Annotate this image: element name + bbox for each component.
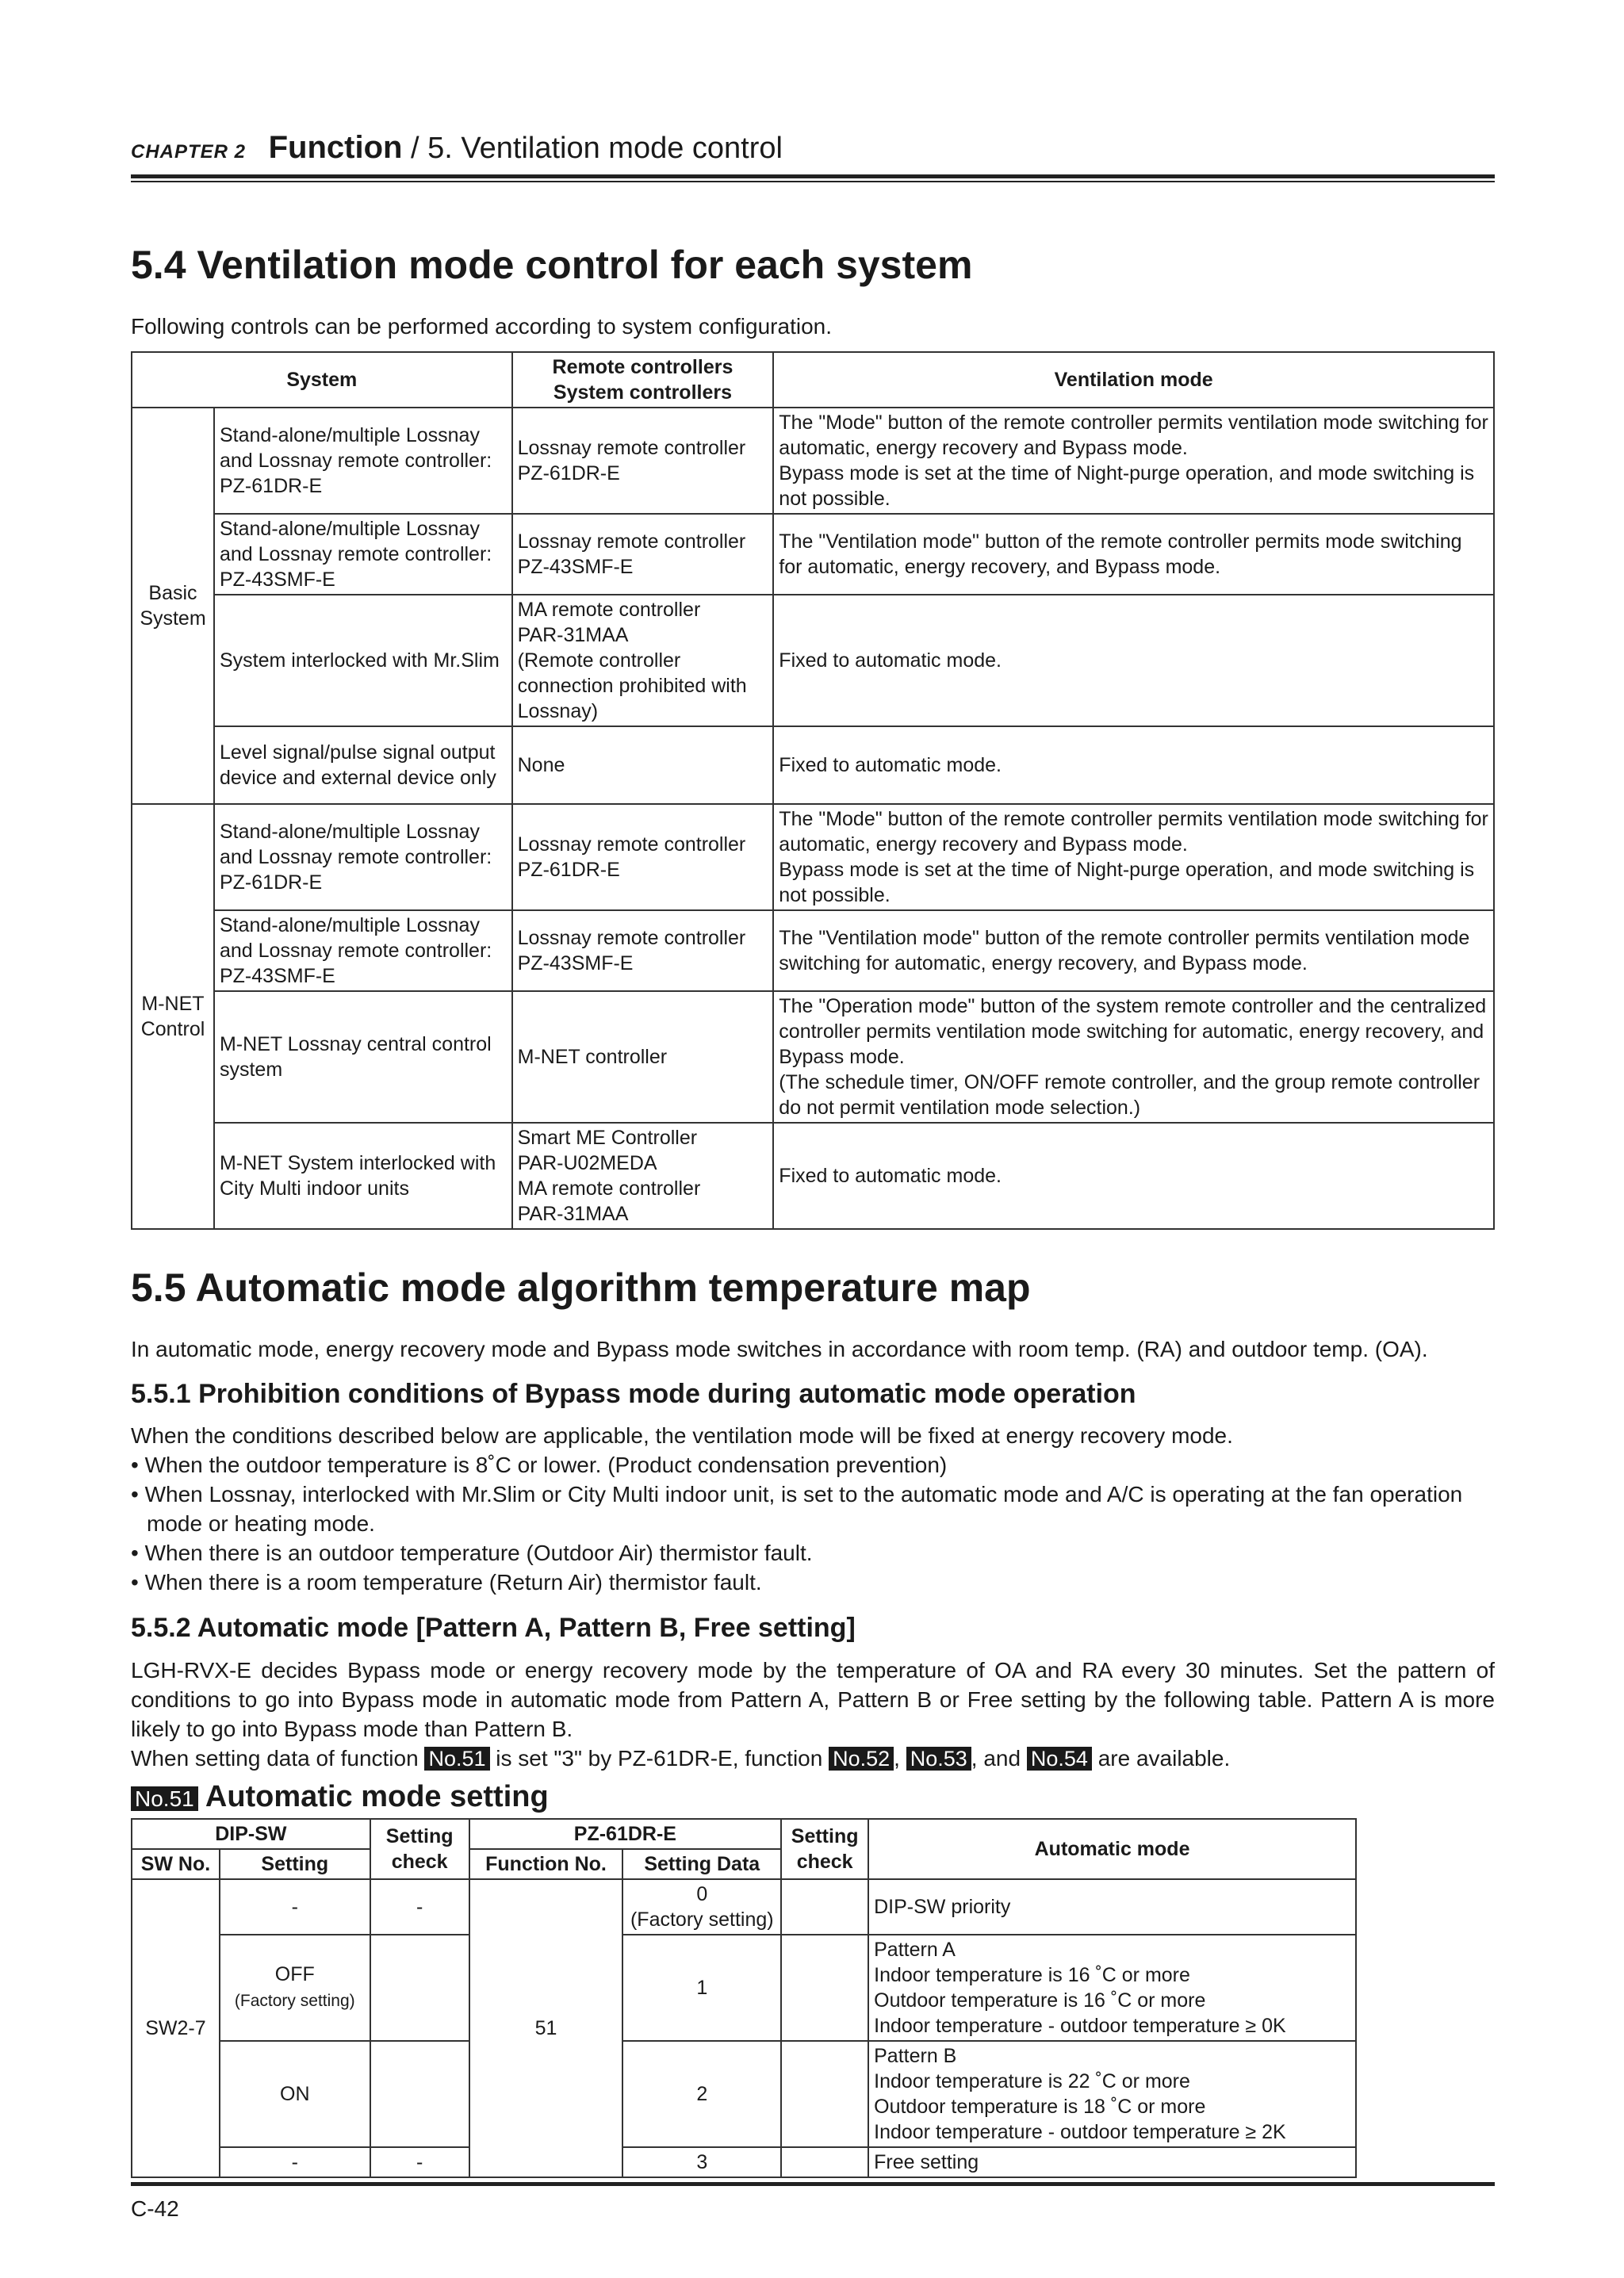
cell-remote: Lossnay remote controller PZ-61DR-E <box>512 408 774 514</box>
cell-setting-check <box>370 2041 469 2147</box>
setting-line-text: is set "3" by PZ-61DR-E, function <box>489 1746 829 1771</box>
setting-data-value: 0 <box>696 1883 708 1905</box>
table-row <box>132 2041 1356 2147</box>
section-5-4-title: 5.4 Ventilation mode control for each system <box>131 243 973 287</box>
cell-mode: The "Mode" button of the remote controller permits ventilation mode switching for automatic, energy recovery and Bypass mode. Bypass mode is set at the time of Night-purge operation, and mode switching is not possible. <box>773 804 1494 910</box>
cell-remote: Smart ME Controller PAR-U02MEDA MA remote controller PAR-31MAA <box>512 1123 774 1229</box>
table-row <box>132 1935 1356 2041</box>
cell-setting-data: 3 <box>622 2147 781 2177</box>
ventilation-mode-table <box>131 351 1495 1230</box>
cell-setting-check-2 <box>781 2147 868 2177</box>
chapter-header <box>131 130 1495 166</box>
header-setting-check: Setting check <box>370 1819 469 1879</box>
cell-system: System interlocked with Mr.Slim <box>214 595 512 726</box>
footer-rule <box>131 2182 1495 2186</box>
table-title-badge: No.51 <box>131 1786 198 1811</box>
header-sw-no: SW No. <box>132 1849 220 1879</box>
table-header-row <box>132 1819 1356 1849</box>
header-rule <box>131 174 1495 178</box>
table-row <box>132 1123 1494 1229</box>
header-setting: Setting <box>220 1849 370 1879</box>
setting-line-text: are available. <box>1091 1746 1231 1771</box>
setting-line-text: When setting data of function <box>131 1746 425 1771</box>
section-5-5-1-title: 5.5.1 Prohibition conditions of Bypass mode during automatic mode operation <box>131 1379 1136 1409</box>
function-setting-line <box>131 1744 1495 1774</box>
cell-mode: The "Ventilation mode" button of the remote controller permits mode switching for automatic, energy recovery, and Bypass mode. <box>773 514 1494 595</box>
cell-setting <box>220 1935 370 2041</box>
cell-mode: The "Mode" button of the remote controller permits ventilation mode switching for automatic, energy recovery and Bypass mode. Bypass mode is set at the time of Night-purge operation, and mode switching is not possible. <box>773 408 1494 514</box>
chapter-label: CHAPTER 2 <box>131 141 247 163</box>
cell-setting: - <box>220 1879 370 1935</box>
function-no52-badge: No.52 <box>829 1747 894 1771</box>
cell-mode: The "Operation mode" button of the system remote controller and the centralized controller permits ventilation mode switching for automatic, energy recovery, and Bypass mode. (The schedule timer, ON/OFF remote controller, and the group remote controller do not permit ventilation mode selection.) <box>773 991 1494 1123</box>
header-remote-line1: Remote controllers <box>552 356 733 378</box>
cell-auto-mode: Pattern B Indoor temperature is 22 ˚C or more Outdoor temperature is 18 ˚C or more Indoor temperature - outdoor temperature ≥ 2K <box>868 2041 1356 2147</box>
cell-remote: Lossnay remote controller PZ-43SMF-E <box>512 514 774 595</box>
cell-setting-check-2 <box>781 2041 868 2147</box>
automatic-mode-table <box>131 1818 1357 2178</box>
table-row <box>132 910 1494 991</box>
section-5-5-1-intro: When the conditions described below are applicable, the ventilation mode will be fixed at energy recovery mode. <box>131 1423 1233 1448</box>
cell-mode: Fixed to automatic mode. <box>773 595 1494 726</box>
auto-mode-setting-title <box>131 1779 1495 1817</box>
section-5-5-2-title: 5.5.2 Automatic mode [Pattern A, Pattern B, Free setting] <box>131 1613 856 1643</box>
table-row <box>132 408 1494 514</box>
header-system: System <box>132 352 512 408</box>
cell-system: Level signal/pulse signal output device and external device only <box>214 726 512 804</box>
cell-auto-mode: DIP-SW priority <box>868 1879 1356 1935</box>
cell-setting-data: 2 <box>622 2041 781 2147</box>
section-5-5-intro: In automatic mode, energy recovery mode and Bypass mode switches in accordance with room temp. (RA) and outdoor temp. (OA). <box>131 1337 1428 1361</box>
cell-setting-check <box>370 1935 469 2041</box>
table-row <box>132 2147 1356 2177</box>
cell-system: M-NET Lossnay central control system <box>214 991 512 1123</box>
cell-remote: None <box>512 726 774 804</box>
setting-line-text: , and <box>971 1746 1027 1771</box>
section-label: / 5. Ventilation mode control <box>411 132 783 165</box>
header-function-no: Function No. <box>469 1849 623 1879</box>
header-pz61dr: PZ-61DR-E <box>469 1819 782 1849</box>
cell-mode: Fixed to automatic mode. <box>773 726 1494 804</box>
cell-setting-check: - <box>370 2147 469 2177</box>
function-label: Function <box>268 130 403 165</box>
bullet-item: • When there is a room temperature (Return Air) thermistor fault. <box>131 1570 762 1595</box>
table-row <box>132 726 1494 804</box>
cell-setting: ON <box>220 2041 370 2147</box>
bullet-item: • When there is an outdoor temperature (Outdoor Air) thermistor fault. <box>131 1541 813 1565</box>
cell-setting-data <box>622 1879 781 1935</box>
setting-line-text: , <box>894 1746 906 1771</box>
cell-remote: M-NET controller <box>512 991 774 1123</box>
header-setting-data: Setting Data <box>622 1849 781 1879</box>
bullet-item: • When Lossnay, interlocked with Mr.Slim or City Multi indoor unit, is set to the automatic mode and A/C is operating at the fan operation mode or heating mode. <box>131 1482 1463 1536</box>
section-5-5-2-body: LGH-RVX-E decides Bypass mode or energy recovery mode by the temperature of OA and RA every 30 minutes. Set the pattern of conditions to go into Bypass mode in automatic mode from Pattern A, Pattern B or Free setting by the following table. Pattern A is more likely to go into Bypass mode than Pattern B. <box>131 1658 1495 1741</box>
cell-mode: Fixed to automatic mode. <box>773 1123 1494 1229</box>
cell-setting-check: - <box>370 1879 469 1935</box>
header-setting-check-2: Setting check <box>781 1819 868 1879</box>
cell-remote: MA remote controller PAR-31MAA (Remote controller connection prohibited with Lossnay) <box>512 595 774 726</box>
cell-setting-check-2 <box>781 1879 868 1935</box>
table-row <box>132 514 1494 595</box>
cell-remote: Lossnay remote controller PZ-61DR-E <box>512 804 774 910</box>
group-basic: Basic System <box>132 408 214 804</box>
table-row <box>132 804 1494 910</box>
setting-value: OFF <box>274 1963 315 1985</box>
header-mode: Ventilation mode <box>773 352 1494 408</box>
bullet-item: • When the outdoor temperature is 8˚C or lower. (Product condensation prevention) <box>131 1453 948 1477</box>
cell-setting: - <box>220 2147 370 2177</box>
cell-mode: The "Ventilation mode" button of the remote controller permits ventilation mode switching for automatic, energy recovery, and Bypass mode. <box>773 910 1494 991</box>
header-rule-thin <box>131 181 1495 182</box>
header-remote <box>512 352 774 408</box>
function-no54-badge: No.54 <box>1027 1747 1092 1771</box>
table-row <box>132 991 1494 1123</box>
cell-system: Stand-alone/multiple Lossnay and Lossnay remote controller: PZ-43SMF-E <box>214 910 512 991</box>
function-no53-badge: No.53 <box>906 1747 971 1771</box>
setting-data-note: (Factory setting) <box>630 1909 774 1931</box>
cell-system: Stand-alone/multiple Lossnay and Lossnay remote controller: PZ-61DR-E <box>214 408 512 514</box>
cell-function-no: 51 <box>469 1879 623 2177</box>
cell-system: Stand-alone/multiple Lossnay and Lossnay remote controller: PZ-61DR-E <box>214 804 512 910</box>
section-5-5-title: 5.5 Automatic mode algorithm temperature map <box>131 1265 1031 1310</box>
header-remote-line2: System controllers <box>553 381 732 404</box>
cell-system: Stand-alone/multiple Lossnay and Lossnay remote controller: PZ-43SMF-E <box>214 514 512 595</box>
table-title-text: Automatic mode setting <box>205 1780 549 1813</box>
table-header-row <box>132 352 1494 408</box>
cell-setting-data: 1 <box>622 1935 781 2041</box>
cell-system: M-NET System interlocked with City Multi indoor units <box>214 1123 512 1229</box>
table-row <box>132 595 1494 726</box>
cell-auto-mode: Pattern A Indoor temperature is 16 ˚C or more Outdoor temperature is 16 ˚C or more Indoor temperature - outdoor temperature ≥ 0K <box>868 1935 1356 2041</box>
group-mnet: M-NET Control <box>132 804 214 1229</box>
cell-auto-mode: Free setting <box>868 2147 1356 2177</box>
page-number: C-42 <box>131 2196 179 2221</box>
header-automatic-mode: Automatic mode <box>868 1819 1356 1879</box>
setting-note: (Factory setting) <box>234 1992 355 2010</box>
section-5-4-intro: Following controls can be performed according to system configuration. <box>131 314 832 339</box>
header-dipsw: DIP-SW <box>132 1819 370 1849</box>
cell-setting-check-2 <box>781 1935 868 2041</box>
function-no51-badge: No.51 <box>424 1747 489 1771</box>
cell-remote: Lossnay remote controller PZ-43SMF-E <box>512 910 774 991</box>
cell-sw-no: SW2-7 <box>132 1879 220 2177</box>
table-row <box>132 1879 1356 1935</box>
